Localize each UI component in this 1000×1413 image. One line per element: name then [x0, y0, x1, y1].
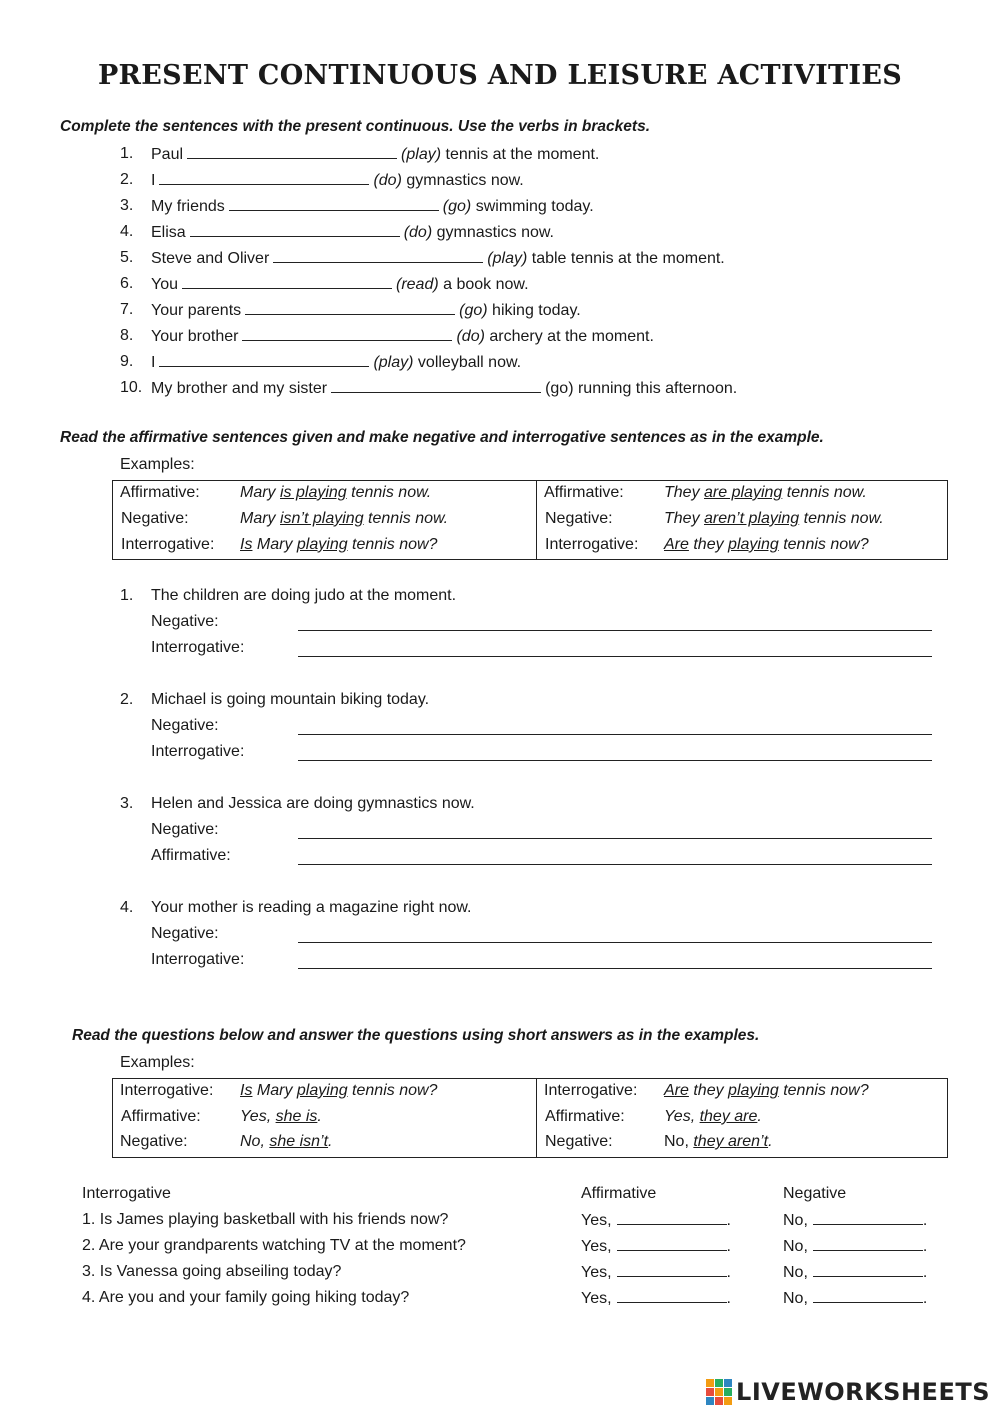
- ex-right-label-affirmative: Affirmative:: [544, 484, 624, 501]
- answer-blank[interactable]: [245, 297, 455, 315]
- ex-right-label-interrogative: Interrogative:: [545, 536, 639, 553]
- verb-hint: (go): [459, 302, 488, 319]
- col-header-affirmative: Affirmative: [581, 1185, 657, 1202]
- col-header-interrogative: Interrogative: [82, 1185, 171, 1202]
- sentence-subject: Paul: [151, 146, 184, 163]
- answer-label-interrogative: Interrogative:: [151, 743, 245, 760]
- sentence-rest: hiking today.: [492, 302, 581, 319]
- given-sentence: Michael is going mountain biking today.: [151, 691, 430, 708]
- item-number: 3.: [120, 795, 134, 812]
- period: .: [726, 1238, 731, 1255]
- no-label: No,: [783, 1264, 808, 1281]
- ex3-left-negative: [240, 1129, 333, 1155]
- item-number: 3.: [120, 197, 134, 214]
- ex-right-label-negative: Negative:: [545, 510, 613, 527]
- sentence-subject: I: [151, 172, 156, 189]
- yes-answer-blank[interactable]: [617, 1207, 727, 1225]
- underlined-phrase: aren’t playing: [704, 510, 800, 527]
- sentence-rest: gymnastics now.: [436, 224, 554, 241]
- liveworksheets-logo: [706, 1377, 990, 1407]
- yes-label: Yes,: [581, 1264, 612, 1281]
- example-divider: [536, 481, 537, 559]
- question-item: 3. Is Vanessa going abseiling today?: [82, 1263, 342, 1280]
- item-number: 10.: [120, 379, 143, 396]
- sentence-item: [151, 167, 524, 193]
- answer-label-negative: Negative:: [151, 717, 219, 734]
- item-number: 8.: [120, 327, 134, 344]
- example-text: tennis now?: [778, 536, 869, 553]
- negative-answer-line[interactable]: [298, 837, 932, 839]
- ex3-right-label-affirmative: Affirmative:: [545, 1108, 625, 1125]
- period: .: [726, 1290, 731, 1307]
- underlined-phrase: they aren’t: [693, 1133, 769, 1150]
- no-answer-blank[interactable]: [813, 1259, 923, 1277]
- section1-instruction: Complete the sentences with the present continuous. Use the verbs in brackets.: [60, 118, 651, 135]
- example-text: Mary: [240, 484, 280, 501]
- verb-hint: (play): [487, 250, 528, 267]
- question-item: 2. Are your grandparents watching TV at the moment?: [82, 1237, 466, 1254]
- logo-wordmark: LIVEWORKSHEETS: [736, 1378, 990, 1406]
- underlined-phrase: is playing: [280, 484, 347, 501]
- given-sentence: Your mother is reading a magazine right now.: [151, 899, 472, 916]
- example-text: .: [328, 1133, 333, 1150]
- example-text: They: [664, 484, 705, 501]
- sentence-item: [151, 219, 554, 245]
- verb-hint: (do): [373, 172, 402, 189]
- negative-answer-line[interactable]: [298, 629, 932, 631]
- underlined-phrase: playing: [728, 536, 779, 553]
- sentence-rest: a book now.: [443, 276, 529, 293]
- ex-right-negative: [664, 506, 884, 532]
- answer-blank[interactable]: [187, 141, 397, 159]
- ex3-left-interrogative: [240, 1078, 437, 1104]
- example-text: they: [688, 1082, 729, 1099]
- negative-answer-line[interactable]: [298, 733, 932, 735]
- sentence-item: [151, 323, 654, 349]
- underlined-phrase: Are: [664, 536, 689, 553]
- sentence-item: [151, 297, 581, 323]
- example-divider: [536, 1079, 537, 1157]
- ex3-right-affirmative: [664, 1104, 762, 1130]
- item-number: 1.: [120, 587, 134, 604]
- period: .: [726, 1264, 731, 1281]
- example-text: .: [317, 1108, 322, 1125]
- ex-label-interrogative: Interrogative:: [121, 536, 215, 553]
- sentence-subject: My brother and my sister: [151, 380, 328, 397]
- item-number: 2.: [120, 691, 134, 708]
- underlined-phrase: are playing: [704, 484, 783, 501]
- question-item: 1. Is James playing basketball with his friends now?: [82, 1211, 449, 1228]
- ex-right-affirmative: [664, 480, 867, 506]
- underlined-phrase: Is: [240, 536, 253, 553]
- yes-answer: [581, 1207, 731, 1233]
- ex-right-interrogative: [664, 532, 869, 558]
- section3-instruction: Read the questions below and answer the questions using short answers as in the examples.: [72, 1027, 760, 1044]
- answer-blank[interactable]: [190, 219, 400, 237]
- verb-hint: (play): [373, 354, 414, 371]
- underlined-phrase: isn’t playing: [280, 510, 364, 527]
- given-sentence: The children are doing judo at the moment.: [151, 587, 457, 604]
- sentence-subject: You: [151, 276, 178, 293]
- no-label: No,: [783, 1238, 808, 1255]
- section2-example-box: [112, 480, 948, 560]
- sentence-item: [151, 245, 725, 271]
- ex3-label-interrogative: Interrogative:: [120, 1082, 214, 1099]
- sentence-subject: Your brother: [151, 328, 239, 345]
- sentence-rest: swimming today.: [475, 198, 594, 215]
- sentence-rest: tennis at the moment.: [445, 146, 600, 163]
- ex3-left-affirmative: [240, 1104, 322, 1130]
- ex-left-interrogative: [240, 532, 437, 558]
- item-number: 7.: [120, 301, 134, 318]
- negative-answer-line[interactable]: [298, 941, 932, 943]
- example-text: tennis now?: [778, 1082, 869, 1099]
- example-text: tennis now.: [363, 510, 449, 527]
- sentence-rest: table tennis at the moment.: [531, 250, 725, 267]
- logo-blocks-icon: [706, 1379, 732, 1405]
- example-text: They: [664, 510, 705, 527]
- answer-label-interrogative: Interrogative:: [151, 951, 245, 968]
- sentence-item: [151, 375, 737, 401]
- answer-blank[interactable]: [159, 167, 369, 185]
- ex-left-affirmative: [240, 480, 431, 506]
- period: .: [726, 1212, 731, 1229]
- yes-answer-blank[interactable]: [617, 1259, 727, 1277]
- no-answer-blank[interactable]: [813, 1285, 923, 1303]
- no-label: No,: [783, 1290, 808, 1307]
- answer-blank[interactable]: [331, 375, 541, 393]
- example-text: Mary: [240, 510, 280, 527]
- sentence-rest: archery at the moment.: [489, 328, 654, 345]
- example-text: tennis now?: [347, 536, 438, 553]
- sentence-subject: I: [151, 354, 156, 371]
- item-number: 4.: [120, 223, 134, 240]
- example-text: tennis now.: [799, 510, 884, 527]
- section3-example-box: [112, 1078, 948, 1158]
- section3-examples-label: Examples:: [120, 1054, 195, 1071]
- no-answer: [783, 1259, 927, 1285]
- period: .: [922, 1264, 928, 1281]
- question-item: 4. Are you and your family going hiking today?: [82, 1289, 410, 1306]
- ex3-right-negative: [664, 1129, 773, 1155]
- answer-label-negative: Negative:: [151, 821, 219, 838]
- ex3-right-interrogative: [664, 1078, 869, 1104]
- answer-label-affirmative: Affirmative:: [151, 847, 231, 864]
- example-text: .: [768, 1133, 773, 1150]
- answer-blank[interactable]: [182, 271, 392, 289]
- second-answer-line[interactable]: [298, 655, 932, 657]
- ex-left-negative: [240, 506, 448, 532]
- verb-hint: (play): [401, 146, 442, 163]
- no-answer: [783, 1233, 927, 1259]
- second-answer-line[interactable]: [298, 863, 932, 865]
- example-text: No,: [240, 1133, 270, 1150]
- yes-answer: [581, 1259, 731, 1285]
- period: .: [922, 1238, 928, 1255]
- example-text: .: [757, 1108, 762, 1125]
- no-answer: [783, 1285, 927, 1311]
- example-text: Mary: [252, 536, 297, 553]
- item-number: 1.: [120, 145, 134, 162]
- ex-label-negative: Negative:: [121, 510, 189, 527]
- verb-hint: (read): [396, 276, 439, 293]
- answer-label-interrogative: Interrogative:: [151, 639, 245, 656]
- example-text: tennis now.: [782, 484, 867, 501]
- verb-hint: (go): [545, 380, 574, 397]
- ex3-right-label-interrogative: Interrogative:: [544, 1082, 638, 1099]
- sentence-rest: volleyball now.: [417, 354, 522, 371]
- given-sentence: Helen and Jessica are doing gymnastics now.: [151, 795, 475, 812]
- sentence-subject: My friends: [151, 198, 225, 215]
- section2-examples-label: Examples:: [120, 456, 195, 473]
- ex3-right-label-negative: Negative:: [545, 1133, 613, 1150]
- period: .: [922, 1212, 928, 1229]
- sentence-item: [151, 141, 599, 167]
- example-text: they: [688, 536, 729, 553]
- answer-label-negative: Negative:: [151, 925, 219, 942]
- yes-answer-blank[interactable]: [617, 1285, 727, 1303]
- underlined-phrase: she is: [275, 1108, 318, 1125]
- underlined-phrase: she isn’t: [269, 1133, 329, 1150]
- example-text: Yes,: [240, 1108, 276, 1125]
- item-number: 9.: [120, 353, 134, 370]
- second-answer-line[interactable]: [298, 759, 932, 761]
- sentence-subject: Steve and Oliver: [151, 250, 270, 267]
- underlined-phrase: playing: [728, 1082, 779, 1099]
- answer-label-negative: Negative:: [151, 613, 219, 630]
- sentence-rest: running this afternoon.: [577, 380, 738, 397]
- sentence-item: [151, 349, 521, 375]
- example-text: tennis now.: [346, 484, 432, 501]
- no-answer-blank[interactable]: [813, 1207, 923, 1225]
- yes-answer: [581, 1285, 731, 1311]
- yes-label: Yes,: [581, 1212, 612, 1229]
- verb-hint: (do): [456, 328, 485, 345]
- sentence-subject: Elisa: [151, 224, 186, 241]
- item-number: 2.: [120, 171, 134, 188]
- yes-answer: [581, 1233, 731, 1259]
- ex-label-affirmative: Affirmative:: [120, 484, 200, 501]
- item-number: 5.: [120, 249, 134, 266]
- no-label: No,: [783, 1212, 808, 1229]
- second-answer-line[interactable]: [298, 967, 932, 969]
- example-text: No,: [664, 1133, 694, 1150]
- no-answer-blank[interactable]: [813, 1233, 923, 1251]
- yes-label: Yes,: [581, 1290, 612, 1307]
- underlined-phrase: Are: [664, 1082, 689, 1099]
- yes-answer-blank[interactable]: [617, 1233, 727, 1251]
- example-text: Yes,: [664, 1108, 700, 1125]
- period: .: [922, 1290, 928, 1307]
- verb-hint: (do): [403, 224, 433, 241]
- page-title: PRESENT CONTINUOUS AND LEISURE ACTIVITIES: [97, 60, 903, 91]
- answer-blank[interactable]: [273, 245, 483, 263]
- col-header-negative: Negative: [783, 1185, 847, 1202]
- sentence-item: [151, 193, 594, 219]
- sentence-subject: Your parents: [151, 302, 242, 319]
- sentence-rest: gymnastics now.: [406, 172, 524, 189]
- underlined-phrase: Is: [240, 1082, 253, 1099]
- answer-blank[interactable]: [242, 323, 452, 341]
- ex3-label-affirmative: Affirmative:: [121, 1108, 201, 1125]
- answer-blank[interactable]: [229, 193, 439, 211]
- section2-instruction: Read the affirmative sentences given and make negative and interrogative sentences as in the example.: [60, 429, 824, 446]
- item-number: 4.: [120, 899, 134, 916]
- yes-label: Yes,: [581, 1238, 612, 1255]
- underlined-phrase: they are: [699, 1108, 758, 1125]
- underlined-phrase: playing: [296, 536, 348, 553]
- underlined-phrase: playing: [296, 1082, 348, 1099]
- verb-hint: (go): [442, 198, 472, 215]
- sentence-item: [151, 271, 529, 297]
- ex3-label-negative: Negative:: [120, 1133, 188, 1150]
- item-number: 6.: [120, 275, 134, 292]
- no-answer: [783, 1207, 927, 1233]
- example-text: tennis now?: [347, 1082, 438, 1099]
- answer-blank[interactable]: [159, 349, 369, 367]
- example-text: Mary: [252, 1082, 297, 1099]
